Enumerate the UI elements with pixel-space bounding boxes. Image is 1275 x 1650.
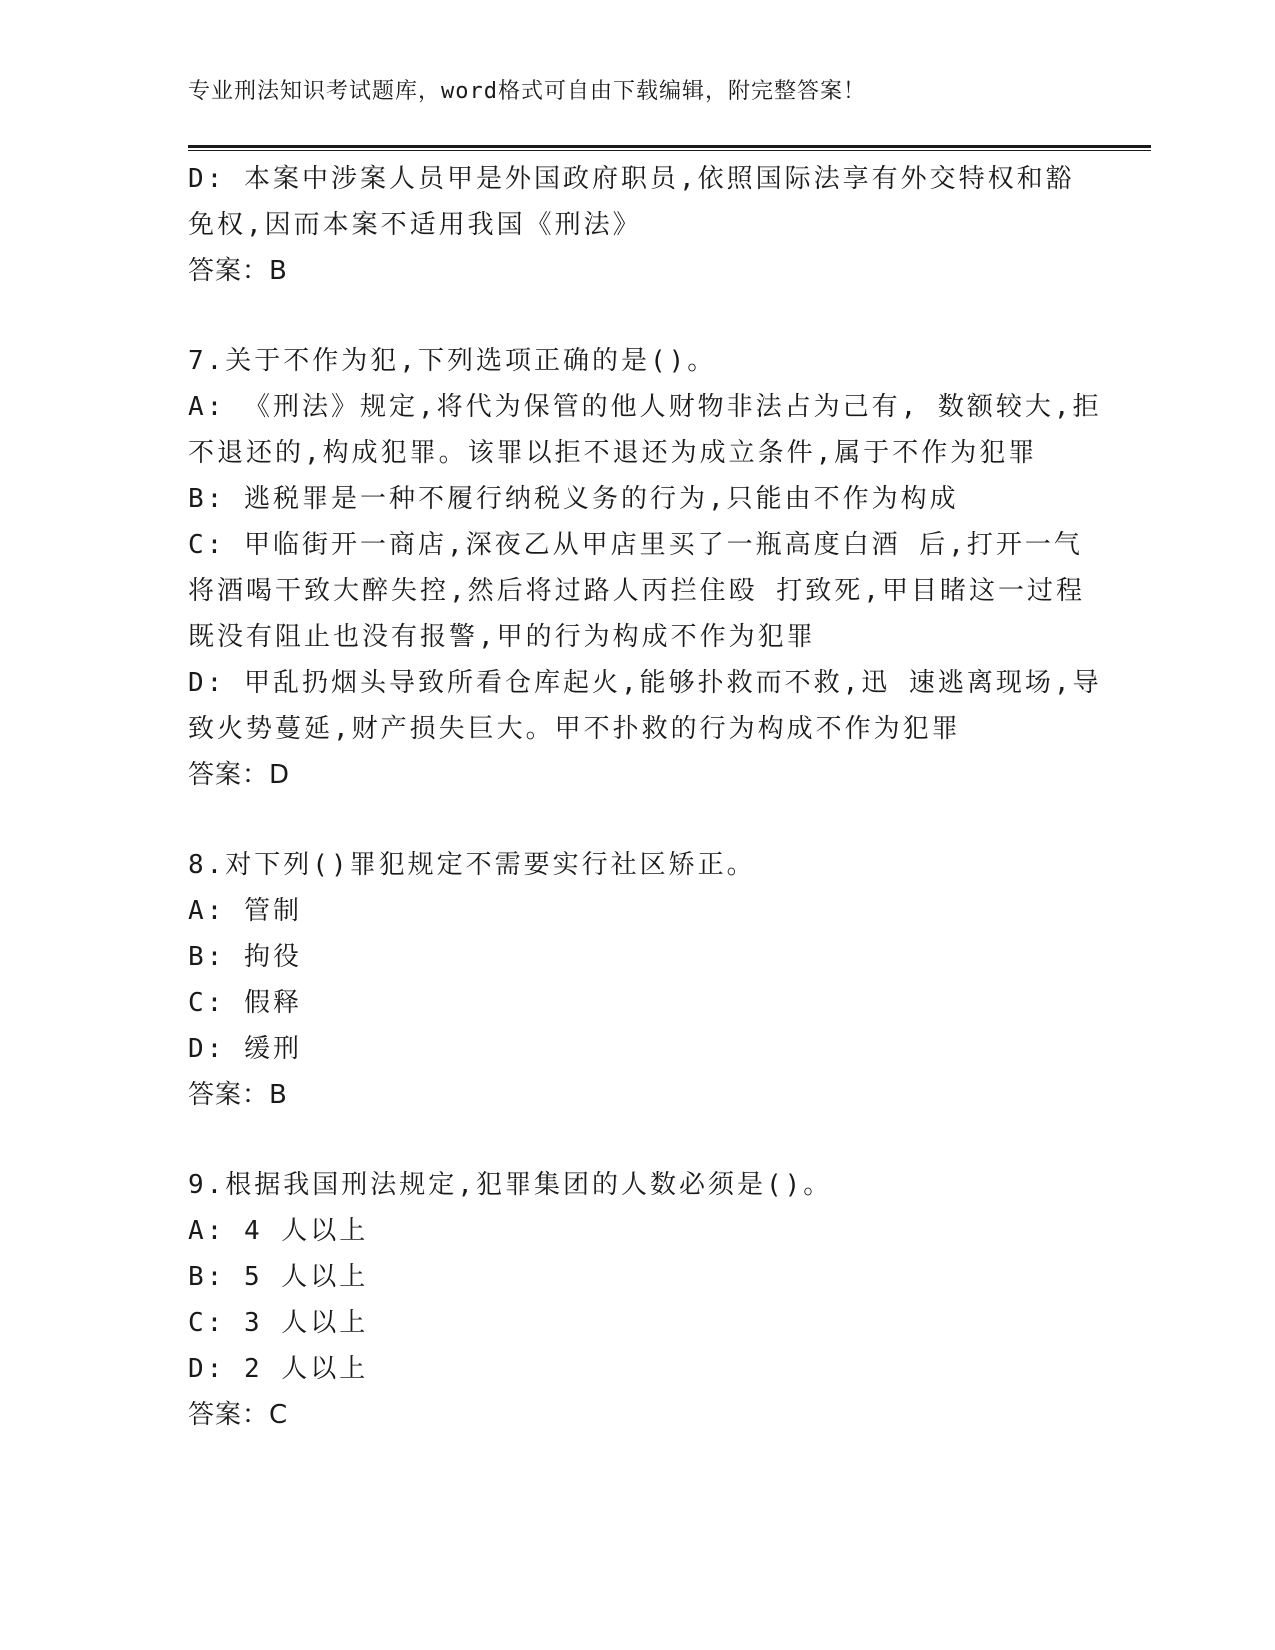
option-a: A: 管制	[188, 896, 302, 926]
option-c-continued: 将酒喝干致大醉失控,然后将过路人丙拦住殴 打致死,甲目睹这一过程	[188, 576, 1085, 606]
option-d-continued: 免权,因而本案不适用我国《刑法》	[188, 210, 642, 240]
question-block-9	[188, 1162, 1088, 1438]
option-d: D: 缓刑	[188, 1034, 302, 1064]
answer-label: 答案：C	[188, 1400, 289, 1430]
question-block-7	[188, 338, 1102, 798]
answer-label: 答案：D	[188, 760, 291, 790]
page-header: 专业刑法知识考试题库，word格式可自由下载编辑，附完整答案！	[188, 79, 866, 104]
option-c: C: 假释	[188, 988, 302, 1018]
question-block-6	[188, 156, 1088, 294]
option-c-continued: 既没有阻止也没有报警,甲的行为构成不作为犯罪	[188, 622, 816, 652]
option-b: B: 5 人以上	[188, 1262, 369, 1292]
option-a: A: 《刑法》规定,将代为保管的他人财物非法占为己有, 数额较大,拒	[188, 392, 1102, 422]
option-a: A: 4 人以上	[188, 1216, 369, 1246]
option-d: D: 本案中涉案人员甲是外国政府职员,依照国际法享有外交特权和豁	[188, 164, 1075, 194]
answer-label: 答案：B	[188, 256, 288, 286]
question-content	[188, 156, 1102, 1438]
question-stem: 7.关于不作为犯,下列选项正确的是()。	[188, 346, 717, 376]
question-stem: 9.根据我国刑法规定,犯罪集团的人数必须是()。	[188, 1170, 833, 1200]
block-gap	[188, 798, 1088, 842]
option-c: C: 甲临街开一商店,深夜乙从甲店里买了一瓶高度白酒 后,打开一气	[188, 530, 1083, 560]
option-d: D: 2 人以上	[188, 1354, 369, 1384]
option-b: B: 拘役	[188, 942, 302, 972]
option-c: C: 3 人以上	[188, 1308, 369, 1338]
block-gap	[188, 294, 1088, 338]
option-b: B: 逃税罪是一种不履行纳税义务的行为,只能由不作为构成	[188, 484, 959, 514]
answer-label: 答案：B	[188, 1080, 288, 1110]
header-divider	[188, 145, 1151, 151]
block-gap	[188, 1118, 1088, 1162]
option-d: D: 甲乱扔烟头导致所看仓库起火,能够扑救而不救,迅 速逃离现场,导	[188, 668, 1102, 698]
question-block-8	[188, 842, 1088, 1118]
option-a-continued: 不退还的,构成犯罪。该罪以拒不退还为成立条件,属于不作为犯罪	[188, 438, 1038, 468]
question-stem: 8.对下列()罪犯规定不需要实行社区矫正。	[188, 850, 756, 880]
option-d-continued: 致火势蔓延,财产损失巨大。甲不扑救的行为构成不作为犯罪	[188, 714, 961, 744]
